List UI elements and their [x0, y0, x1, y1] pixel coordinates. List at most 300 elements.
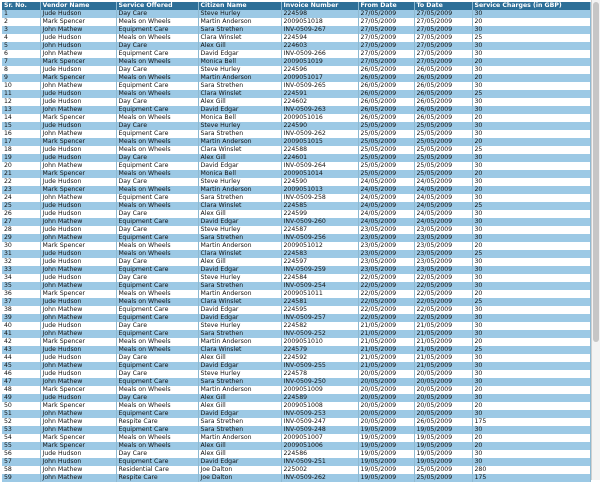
table-row — [2, 26, 590, 34]
cell-service-charges: 20 — [472, 186, 590, 194]
cell-from-date: 22/05/2009 — [358, 314, 414, 322]
cell-service-charges: 30 — [472, 266, 590, 274]
cell-to-date: 22/05/2009 — [414, 298, 472, 306]
cell-service-offered: Meals on Wheels — [116, 202, 198, 210]
cell-invoice-number: 2009051018 — [281, 18, 358, 26]
cell-service-charges: 20 — [472, 58, 590, 66]
cell-citizen-name: David Edgar — [198, 266, 281, 274]
table-row — [2, 266, 590, 274]
cell-from-date: 20/05/2009 — [358, 402, 414, 410]
cell-sr-no: 34 — [2, 274, 40, 282]
cell-citizen-name: Monica Bell — [198, 58, 281, 66]
cell-service-charges: 30 — [472, 330, 590, 338]
cell-sr-no: 14 — [2, 114, 40, 122]
cell-service-charges: 30 — [472, 458, 590, 466]
table-row — [2, 106, 590, 114]
cell-to-date: 23/05/2009 — [414, 234, 472, 242]
cell-to-date: 25/05/2009 — [414, 138, 472, 146]
cell-vendor-name: Jude Hudson — [40, 90, 116, 98]
cell-citizen-name: Alex Gill — [198, 450, 281, 458]
table-row — [2, 146, 590, 154]
cell-to-date: 22/05/2009 — [414, 306, 472, 314]
cell-sr-no: 55 — [2, 442, 40, 450]
cell-citizen-name: Alex Gill — [198, 442, 281, 450]
cell-sr-no: 45 — [2, 362, 40, 370]
cell-from-date: 22/05/2009 — [358, 282, 414, 290]
cell-citizen-name: Steve Hurley — [198, 10, 281, 18]
cell-service-charges: 30 — [472, 362, 590, 370]
cell-sr-no: 59 — [2, 474, 40, 482]
cell-service-offered: Day Care — [116, 370, 198, 378]
table-row — [2, 250, 590, 258]
cell-vendor-name: Mark Spencer — [40, 58, 116, 66]
cell-invoice-number: 224581 — [281, 298, 358, 306]
cell-citizen-name: David Edgar — [198, 50, 281, 58]
table-row — [2, 450, 590, 458]
cell-citizen-name: Clara Winslet — [198, 298, 281, 306]
cell-vendor-name: John Mathew — [40, 194, 116, 202]
cell-service-offered: Day Care — [116, 122, 198, 130]
cell-from-date: 20/05/2009 — [358, 386, 414, 394]
cell-service-offered: Meals on Wheels — [116, 146, 198, 154]
cell-service-charges: 20 — [472, 402, 590, 410]
cell-to-date: 22/05/2009 — [414, 290, 472, 298]
cell-citizen-name: Sara Strethen — [198, 426, 281, 434]
cell-to-date: 25/05/2009 — [414, 474, 472, 482]
cell-invoice-number: 224595 — [281, 306, 358, 314]
table-header-row — [2, 2, 590, 10]
cell-sr-no: 39 — [2, 314, 40, 322]
cell-citizen-name: Martin Anderson — [198, 186, 281, 194]
cell-service-charges: 30 — [472, 354, 590, 362]
cell-invoice-number: INV-0509-266 — [281, 50, 358, 58]
cell-service-charges: 20 — [472, 114, 590, 122]
cell-service-charges: 30 — [472, 154, 590, 162]
cell-to-date: 24/05/2009 — [414, 178, 472, 186]
cell-service-charges: 30 — [472, 98, 590, 106]
cell-to-date: 23/05/2009 — [414, 258, 472, 266]
cell-from-date: 27/05/2009 — [358, 34, 414, 42]
cell-invoice-number: INV-0509-264 — [281, 162, 358, 170]
cell-citizen-name: Clara Winslet — [198, 34, 281, 42]
cell-vendor-name: Jude Hudson — [40, 354, 116, 362]
cell-citizen-name: Joe Dalton — [198, 466, 281, 474]
cell-citizen-name: Monica Bell — [198, 114, 281, 122]
table-row — [2, 338, 590, 346]
cell-citizen-name: Steve Hurley — [198, 122, 281, 130]
cell-sr-no: 42 — [2, 338, 40, 346]
cell-sr-no: 21 — [2, 170, 40, 178]
cell-vendor-name: John Mathew — [40, 410, 116, 418]
cell-citizen-name: Sara Strethen — [198, 418, 281, 426]
cell-to-date: 24/05/2009 — [414, 194, 472, 202]
cell-vendor-name: Jude Hudson — [40, 450, 116, 458]
cell-service-charges: 25 — [472, 146, 590, 154]
cell-service-offered: Day Care — [116, 450, 198, 458]
cell-service-charges: 30 — [472, 314, 590, 322]
cell-to-date: 26/05/2009 — [414, 74, 472, 82]
cell-service-offered: Meals on Wheels — [116, 114, 198, 122]
cell-from-date: 19/05/2009 — [358, 458, 414, 466]
cell-to-date: 20/05/2009 — [414, 378, 472, 386]
table-row — [2, 354, 590, 362]
cell-citizen-name: Steve Hurley — [198, 322, 281, 330]
table-row — [2, 218, 590, 226]
report-container — [2, 2, 590, 482]
cell-invoice-number: 224582 — [281, 322, 358, 330]
cell-to-date: 27/05/2009 — [414, 50, 472, 58]
cell-sr-no: 8 — [2, 66, 40, 74]
cell-to-date: 24/05/2009 — [414, 210, 472, 218]
cell-sr-no: 44 — [2, 354, 40, 362]
cell-invoice-number: INV-0509-260 — [281, 218, 358, 226]
cell-service-charges: 30 — [472, 306, 590, 314]
cell-service-charges: 30 — [472, 450, 590, 458]
cell-from-date: 24/05/2009 — [358, 194, 414, 202]
cell-to-date: 21/05/2009 — [414, 330, 472, 338]
cell-vendor-name: John Mathew — [40, 218, 116, 226]
cell-vendor-name: John Mathew — [40, 426, 116, 434]
cell-citizen-name: Clara Winslet — [198, 250, 281, 258]
cell-sr-no: 19 — [2, 154, 40, 162]
table-row — [2, 474, 590, 482]
cell-vendor-name: John Mathew — [40, 362, 116, 370]
cell-to-date: 25/05/2009 — [414, 162, 472, 170]
cell-invoice-number: INV-0509-251 — [281, 458, 358, 466]
cell-vendor-name: John Mathew — [40, 130, 116, 138]
table-row — [2, 282, 590, 290]
cell-invoice-number: 2009051011 — [281, 290, 358, 298]
cell-citizen-name: Martin Anderson — [198, 138, 281, 146]
cell-to-date: 19/05/2009 — [414, 426, 472, 434]
cell-to-date: 27/05/2009 — [414, 18, 472, 26]
cell-invoice-number: INV-0509-267 — [281, 26, 358, 34]
cell-vendor-name: John Mathew — [40, 82, 116, 90]
header-sr-no: Sr. No. — [2, 2, 40, 10]
cell-from-date: 26/05/2009 — [358, 74, 414, 82]
cell-invoice-number: 224601 — [281, 154, 358, 162]
cell-from-date: 25/05/2009 — [358, 170, 414, 178]
cell-citizen-name: Sara Strethen — [198, 82, 281, 90]
table-row — [2, 402, 590, 410]
cell-citizen-name: David Edgar — [198, 162, 281, 170]
cell-vendor-name: Mark Spencer — [40, 114, 116, 122]
cell-vendor-name: Jude Hudson — [40, 98, 116, 106]
cell-citizen-name: Clara Winslet — [198, 90, 281, 98]
table-row — [2, 330, 590, 338]
table-row — [2, 346, 590, 354]
cell-sr-no: 38 — [2, 306, 40, 314]
table-row — [2, 434, 590, 442]
cell-citizen-name: Alex Gill — [198, 98, 281, 106]
cell-service-offered: Equipment Care — [116, 426, 198, 434]
cell-to-date: 19/05/2009 — [414, 458, 472, 466]
cell-to-date: 26/05/2009 — [414, 90, 472, 98]
cell-invoice-number: INV-0509-252 — [281, 330, 358, 338]
cell-service-offered: Equipment Care — [116, 378, 198, 386]
cell-from-date: 26/05/2009 — [358, 114, 414, 122]
cell-service-offered: Meals on Wheels — [116, 186, 198, 194]
cell-from-date: 24/05/2009 — [358, 218, 414, 226]
cell-from-date: 23/05/2009 — [358, 242, 414, 250]
cell-from-date: 26/05/2009 — [358, 66, 414, 74]
cell-from-date: 23/05/2009 — [358, 234, 414, 242]
cell-sr-no: 18 — [2, 146, 40, 154]
cell-service-offered: Equipment Care — [116, 458, 198, 466]
cell-invoice-number: 224584 — [281, 274, 358, 282]
cell-from-date: 19/05/2009 — [358, 434, 414, 442]
table-row — [2, 74, 590, 82]
table-row — [2, 210, 590, 218]
cell-to-date: 27/05/2009 — [414, 10, 472, 18]
cell-to-date: 25/05/2009 — [414, 466, 472, 474]
cell-service-offered: Equipment Care — [116, 362, 198, 370]
cell-service-offered: Equipment Care — [116, 314, 198, 322]
cell-citizen-name: Joe Dalton — [198, 474, 281, 482]
table-row — [2, 82, 590, 90]
cell-citizen-name: David Edgar — [198, 306, 281, 314]
cell-invoice-number: 224594 — [281, 34, 358, 42]
header-invoice-number: Invoice Number — [281, 2, 358, 10]
cell-to-date: 27/05/2009 — [414, 58, 472, 66]
cell-vendor-name: Mark Spencer — [40, 402, 116, 410]
cell-service-offered: Meals on Wheels — [116, 74, 198, 82]
cell-sr-no: 12 — [2, 98, 40, 106]
cell-service-offered: Meals on Wheels — [116, 58, 198, 66]
cell-invoice-number: 224587 — [281, 226, 358, 234]
vertical-scrollbar[interactable] — [591, 0, 600, 480]
cell-service-charges: 280 — [472, 466, 590, 474]
table-row — [2, 162, 590, 170]
cell-service-offered: Equipment Care — [116, 234, 198, 242]
cell-citizen-name: Alex Gill — [198, 42, 281, 50]
cell-citizen-name: Alex Gill — [198, 402, 281, 410]
table-row — [2, 458, 590, 466]
table-row — [2, 34, 590, 42]
cell-vendor-name: Jude Hudson — [40, 394, 116, 402]
cell-citizen-name: Sara Strethen — [198, 194, 281, 202]
cell-to-date: 25/05/2009 — [414, 146, 472, 154]
cell-vendor-name: Jude Hudson — [40, 274, 116, 282]
cell-service-offered: Meals on Wheels — [116, 34, 198, 42]
cell-service-charges: 20 — [472, 434, 590, 442]
header-vendor-name: Vendor Name — [40, 2, 116, 10]
cell-vendor-name: Jude Hudson — [40, 210, 116, 218]
cell-from-date: 26/05/2009 — [358, 106, 414, 114]
cell-service-offered: Meals on Wheels — [116, 442, 198, 450]
cell-sr-no: 15 — [2, 122, 40, 130]
cell-service-charges: 20 — [472, 170, 590, 178]
cell-vendor-name: John Mathew — [40, 474, 116, 482]
cell-service-charges: 30 — [472, 122, 590, 130]
cell-to-date: 26/05/2009 — [414, 66, 472, 74]
table-row — [2, 42, 590, 50]
cell-service-offered: Equipment Care — [116, 106, 198, 114]
cell-service-charges: 25 — [472, 346, 590, 354]
cell-sr-no: 37 — [2, 298, 40, 306]
cell-service-charges: 25 — [472, 90, 590, 98]
cell-service-offered: Equipment Care — [116, 50, 198, 58]
cell-from-date: 25/05/2009 — [358, 154, 414, 162]
cell-service-offered: Day Care — [116, 98, 198, 106]
cell-to-date: 25/05/2009 — [414, 170, 472, 178]
cell-service-offered: Meals on Wheels — [116, 90, 198, 98]
cell-sr-no: 31 — [2, 250, 40, 258]
cell-from-date: 26/05/2009 — [358, 90, 414, 98]
cell-to-date: 24/05/2009 — [414, 186, 472, 194]
cell-to-date: 19/05/2009 — [414, 442, 472, 450]
cell-sr-no: 11 — [2, 90, 40, 98]
cell-citizen-name: Martin Anderson — [198, 434, 281, 442]
cell-service-charges: 20 — [472, 442, 590, 450]
cell-to-date: 23/05/2009 — [414, 226, 472, 234]
cell-service-charges: 30 — [472, 130, 590, 138]
cell-sr-no: 17 — [2, 138, 40, 146]
cell-citizen-name: Alex Gill — [198, 258, 281, 266]
cell-invoice-number: 2009051017 — [281, 74, 358, 82]
cell-sr-no: 40 — [2, 322, 40, 330]
table-row — [2, 362, 590, 370]
cell-from-date: 25/05/2009 — [358, 122, 414, 130]
cell-sr-no: 2 — [2, 18, 40, 26]
cell-citizen-name: Steve Hurley — [198, 226, 281, 234]
cell-vendor-name: John Mathew — [40, 282, 116, 290]
cell-service-offered: Equipment Care — [116, 194, 198, 202]
cell-vendor-name: Jude Hudson — [40, 250, 116, 258]
cell-service-charges: 20 — [472, 386, 590, 394]
cell-service-charges: 20 — [472, 138, 590, 146]
cell-to-date: 20/05/2009 — [414, 370, 472, 378]
table-row — [2, 370, 590, 378]
cell-from-date: 27/05/2009 — [358, 50, 414, 58]
cell-service-charges: 30 — [472, 66, 590, 74]
cell-to-date: 27/05/2009 — [414, 34, 472, 42]
cell-invoice-number: 2009051008 — [281, 402, 358, 410]
cell-citizen-name: Steve Hurley — [198, 274, 281, 282]
cell-service-offered: Meals on Wheels — [116, 386, 198, 394]
cell-sr-no: 47 — [2, 378, 40, 386]
cell-to-date: 20/05/2009 — [414, 394, 472, 402]
cell-service-offered: Respite Care — [116, 418, 198, 426]
cell-citizen-name: David Edgar — [198, 106, 281, 114]
header-citizen-name: Citizen Name — [198, 2, 281, 10]
cell-from-date: 20/05/2009 — [358, 410, 414, 418]
cell-sr-no: 43 — [2, 346, 40, 354]
cell-invoice-number: INV-0509-259 — [281, 266, 358, 274]
table-row — [2, 138, 590, 146]
cell-to-date: 19/05/2009 — [414, 434, 472, 442]
cell-vendor-name: John Mathew — [40, 50, 116, 58]
cell-from-date: 21/05/2009 — [358, 338, 414, 346]
cell-invoice-number: 224598 — [281, 10, 358, 18]
cell-from-date: 20/05/2009 — [358, 394, 414, 402]
cell-service-charges: 20 — [472, 242, 590, 250]
cell-to-date: 24/05/2009 — [414, 202, 472, 210]
cell-sr-no: 57 — [2, 458, 40, 466]
table-row — [2, 258, 590, 266]
scrollbar-thumb[interactable] — [593, 2, 599, 342]
cell-vendor-name: John Mathew — [40, 266, 116, 274]
cell-sr-no: 58 — [2, 466, 40, 474]
cell-to-date: 20/05/2009 — [414, 386, 472, 394]
cell-invoice-number: 2009051007 — [281, 434, 358, 442]
cell-vendor-name: Jude Hudson — [40, 34, 116, 42]
cell-to-date: 21/05/2009 — [414, 322, 472, 330]
cell-citizen-name: David Edgar — [198, 218, 281, 226]
cell-citizen-name: Martin Anderson — [198, 242, 281, 250]
cell-from-date: 21/05/2009 — [358, 362, 414, 370]
table-row — [2, 466, 590, 474]
cell-invoice-number: INV-0509-254 — [281, 282, 358, 290]
cell-from-date: 19/05/2009 — [358, 442, 414, 450]
table-row — [2, 242, 590, 250]
cell-from-date: 21/05/2009 — [358, 354, 414, 362]
cell-to-date: 19/05/2009 — [414, 450, 472, 458]
cell-invoice-number: 224590 — [281, 178, 358, 186]
cell-service-offered: Meals on Wheels — [116, 290, 198, 298]
cell-service-offered: Meals on Wheels — [116, 18, 198, 26]
cell-sr-no: 10 — [2, 82, 40, 90]
cell-from-date: 21/05/2009 — [358, 330, 414, 338]
cell-vendor-name: Mark Spencer — [40, 138, 116, 146]
cell-citizen-name: Steve Hurley — [198, 66, 281, 74]
cell-vendor-name: Jude Hudson — [40, 122, 116, 130]
cell-vendor-name: Jude Hudson — [40, 202, 116, 210]
cell-service-charges: 30 — [472, 258, 590, 266]
cell-sr-no: 48 — [2, 386, 40, 394]
cell-to-date: 25/05/2009 — [414, 122, 472, 130]
table-row — [2, 418, 590, 426]
cell-to-date: 26/05/2009 — [414, 98, 472, 106]
cell-vendor-name: Mark Spencer — [40, 338, 116, 346]
cell-from-date: 20/05/2009 — [358, 378, 414, 386]
cell-service-charges: 30 — [472, 178, 590, 186]
table-row — [2, 298, 590, 306]
cell-sr-no: 30 — [2, 242, 40, 250]
cell-invoice-number: INV-0509-255 — [281, 362, 358, 370]
cell-citizen-name: Martin Anderson — [198, 290, 281, 298]
cell-sr-no: 52 — [2, 418, 40, 426]
cell-invoice-number: 224583 — [281, 250, 358, 258]
cell-service-charges: 30 — [472, 426, 590, 434]
cell-invoice-number: 225002 — [281, 466, 358, 474]
cell-service-offered: Meals on Wheels — [116, 338, 198, 346]
cell-service-charges: 25 — [472, 250, 590, 258]
cell-citizen-name: Sara Strethen — [198, 378, 281, 386]
cell-service-charges: 30 — [472, 162, 590, 170]
cell-to-date: 25/05/2009 — [414, 130, 472, 138]
cell-invoice-number: 224592 — [281, 354, 358, 362]
cell-citizen-name: David Edgar — [198, 458, 281, 466]
cell-from-date: 23/05/2009 — [358, 250, 414, 258]
cell-service-charges: 30 — [472, 394, 590, 402]
cell-invoice-number: 224586 — [281, 450, 358, 458]
cell-service-offered: Meals on Wheels — [116, 170, 198, 178]
table-row — [2, 314, 590, 322]
cell-citizen-name: Sara Strethen — [198, 330, 281, 338]
cell-to-date: 22/05/2009 — [414, 282, 472, 290]
cell-from-date: 27/05/2009 — [358, 18, 414, 26]
cell-sr-no: 33 — [2, 266, 40, 274]
cell-service-charges: 175 — [472, 418, 590, 426]
cell-invoice-number: 224588 — [281, 146, 358, 154]
table-row — [2, 130, 590, 138]
cell-sr-no: 4 — [2, 34, 40, 42]
cell-service-offered: Day Care — [116, 210, 198, 218]
cell-to-date: 21/05/2009 — [414, 354, 472, 362]
cell-to-date: 25/05/2009 — [414, 154, 472, 162]
cell-citizen-name: Martin Anderson — [198, 18, 281, 26]
